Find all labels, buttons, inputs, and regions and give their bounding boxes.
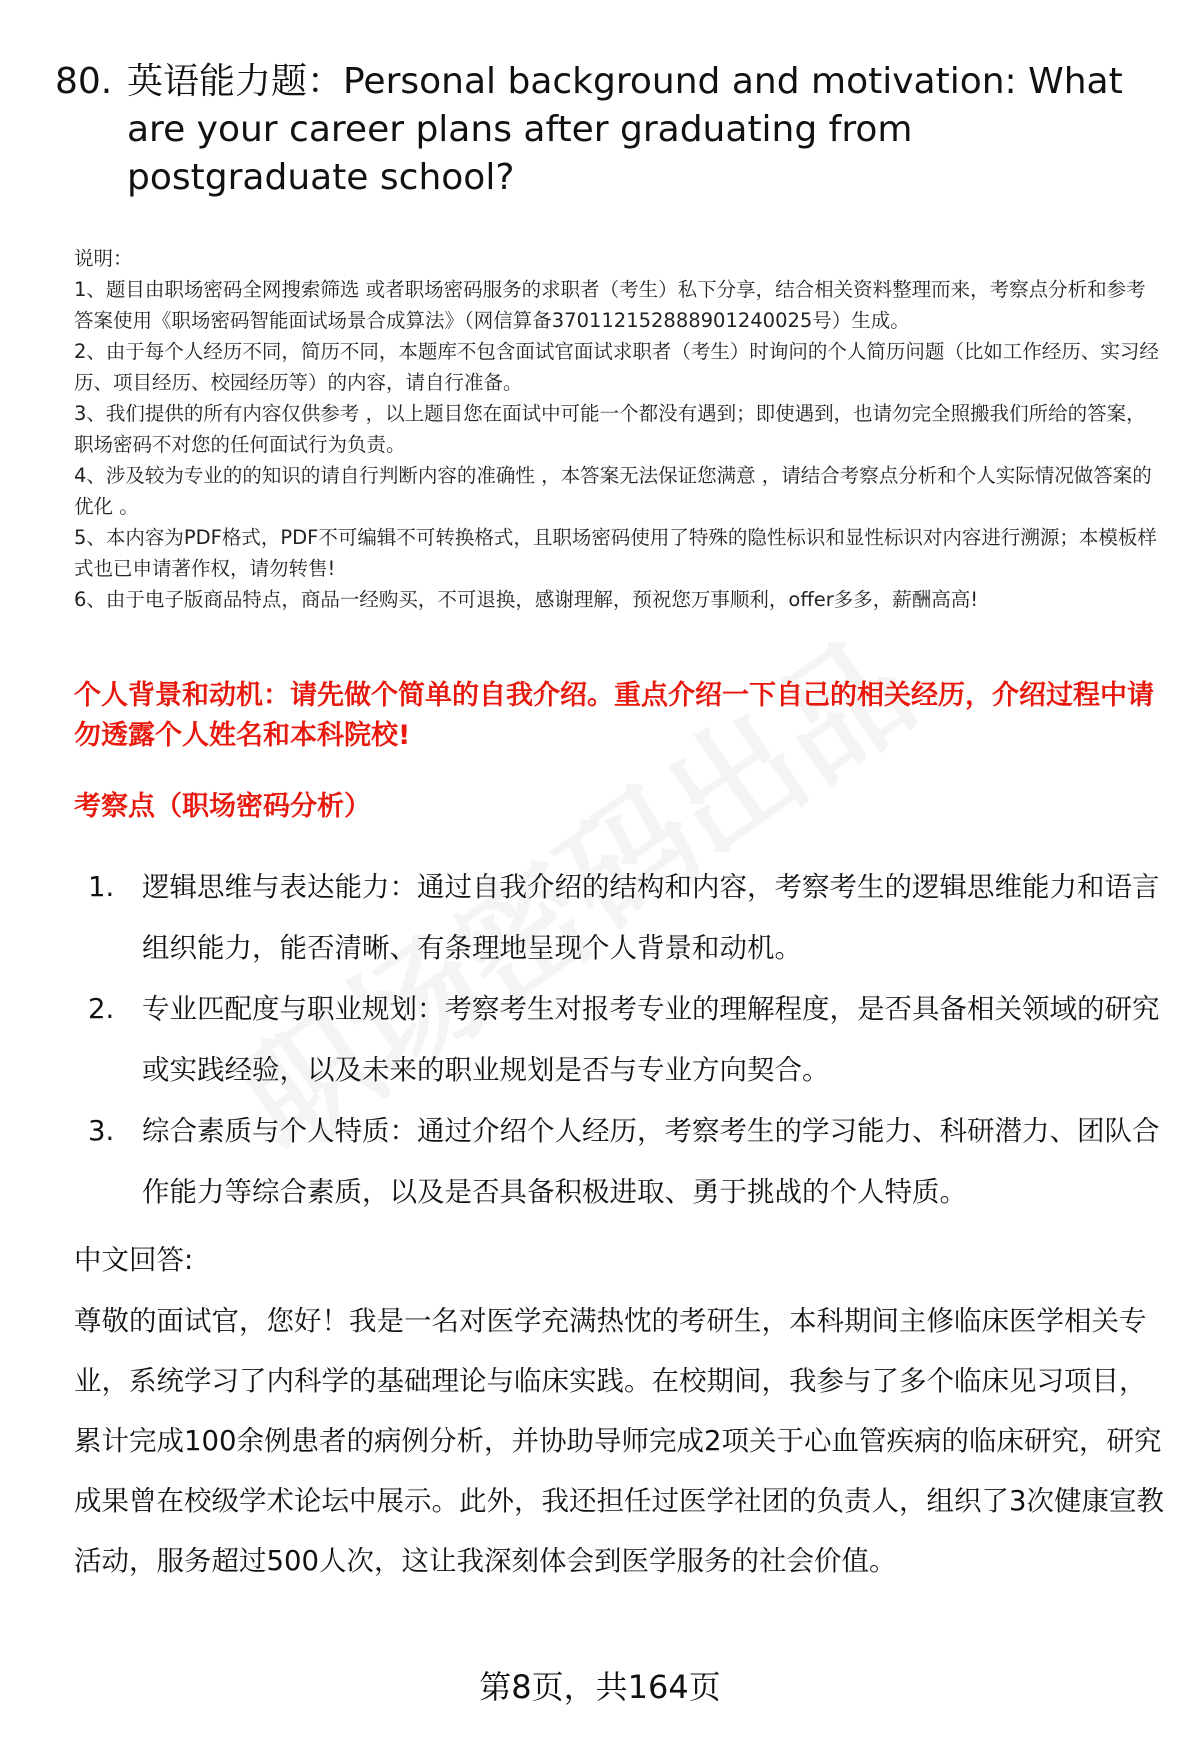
- point-number: 2.: [88, 993, 115, 1025]
- note-item: 5、本内容为PDF格式，PDF不可编辑不可转换格式，且职场密码使用了特殊的隐性标识和显性标识对内容进行溯源；本模板样式也已申请著作权，请勿转售!: [74, 526, 1157, 580]
- note-item: 6、由于电子版商品特点，商品一经购买，不可退换，感谢理解，预祝您万事顺利，offer多多，薪酬高高!: [74, 588, 979, 611]
- note-item: 4、涉及较为专业的的知识的请自行判断内容的准确性 ，本答案无法保证您满意 ，请结合考察点分析和个人实际情况做答案的优化 。: [74, 464, 1152, 518]
- answer-label: 中文回答:: [74, 1244, 194, 1276]
- point-text: 逻辑思维与表达能力：通过自我介绍的结构和内容，考察考生的逻辑思维能力和语言组织能力，能否清晰、有条理地呈现个人背景和动机。: [142, 871, 1160, 964]
- answer-text: 尊敬的面试官，您好！我是一名对医学充满热忱的考研生，本科期间主修临床医学相关专业，系统学习了内科学的基础理论与临床实践。在校期间，我参与了多个临床见习项目，累计完成100余例患者的病例分析，并协助导师完成2项关于心血管疾病的临床研究，研究成果曾在校级学术论坛中展示。此外，我还担任过医学社团的负责人，组织了3次健康宣教活动，服务超过500人次，这让我深刻体会到医学服务的社会价值。: [74, 1305, 1164, 1577]
- question-text: 英语能力题：Personal background and motivation: What are your career plans after graduating from postgraduate school?: [127, 61, 1123, 198]
- analysis-heading: 考察点（职场密码分析）: [74, 791, 371, 822]
- question-title: [55, 58, 1155, 202]
- point-text: 综合素质与个人特质：通过介绍个人经历，考察考生的学习能力、科研潜力、团队合作能力等综合素质，以及是否具备积极进取、勇于挑战的个人特质。: [142, 1115, 1160, 1208]
- notes-heading: 说明：: [74, 247, 133, 270]
- point-text: 专业匹配度与职业规划：考察考生对报考专业的理解程度，是否具备相关领域的研究或实践经验，以及未来的职业规划是否与专业方向契合。: [142, 993, 1160, 1086]
- point-number: 3.: [88, 1115, 115, 1147]
- note-item: 2、由于每个人经历不同，简历不同，本题库不包含面试官面试求职者（考生）时询问的个人简历问题（比如工作经历、实习经历、项目经历、校园经历等）的内容，请自行准备。: [74, 340, 1159, 394]
- note-item: 1、题目由职场密码全网搜索筛选 或者职场密码服务的求职者（考生）私下分享，结合相关资料整理而来，考察点分析和参考答案使用《职场密码智能面试场景合成算法》（网信算备370112152888901240025号）生成。: [74, 278, 1146, 332]
- analysis-point: [74, 979, 1164, 1101]
- question-number: 80.: [55, 61, 113, 102]
- point-number: 1.: [88, 871, 115, 903]
- analysis-points-list: [74, 857, 1164, 1223]
- page-number-footer: 第8页，共164页: [479, 1668, 721, 1706]
- interview-prompt-heading: 个人背景和动机：请先做个简单的自我介绍。重点介绍一下自己的相关经历，介绍过程中请勿透露个人姓名和本科院校!: [74, 680, 1154, 751]
- note-item: 3、我们提供的所有内容仅供参考 ，以上题目您在面试中可能一个都没有遇到；即使遇到，也请勿完全照搬我们所给的答案，职场密码不对您的任何面试行为负责。: [74, 402, 1146, 456]
- analysis-point: [74, 857, 1164, 979]
- analysis-point: [74, 1101, 1164, 1223]
- notes-section: [74, 243, 1164, 615]
